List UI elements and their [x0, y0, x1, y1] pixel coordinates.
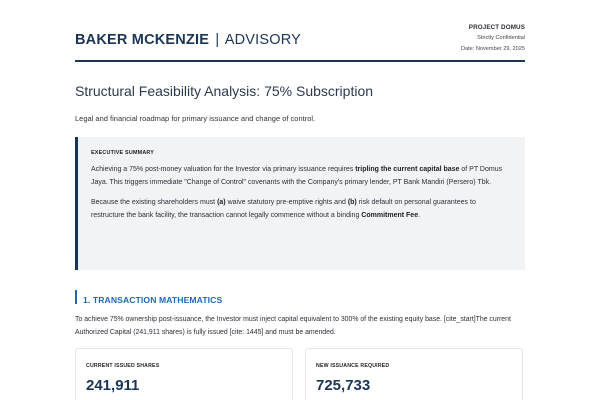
brand-logo — [75, 32, 301, 48]
brand-separator: | — [215, 32, 220, 48]
text-run: of PT Domus Jaya. This triggers immediate "Change of Control" covenants with the Company's primary lender, PT Bank Mandiri (Persero) Tbk. — [91, 166, 503, 186]
executive-summary-paragraph-2 — [91, 197, 511, 222]
metric-value: 241,911 — [86, 377, 140, 394]
emphasis-text: (a) — [217, 199, 226, 207]
document-header — [75, 18, 525, 60]
emphasis-text: tripling the current capital base — [355, 166, 460, 173]
metric-label: NEW ISSUANCE REQUIRED — [316, 363, 390, 369]
text-run: Achieving a 75% post-money valuation for the Investor via primary issuance requires — [91, 166, 356, 173]
document-meta — [461, 22, 525, 55]
firm-name: BAKER MCKENZIE — [75, 32, 210, 48]
section-body-text: To achieve 75% ownership post-issuance, the Investor must inject capital equivalent to 300% of the existing equity base. [cite_start]The current Authorized Capital (241,911 shares) is fully issued [cite: 1445] and must be amended. — [75, 316, 511, 336]
text-run: risk default on personal guarantees to restructure the bank facility, the transaction cannot legally commence without a binding — [91, 199, 476, 219]
firm-unit: ADVISORY — [224, 32, 302, 48]
page-title: Structural Feasibility Analysis: 75% Subscription — [75, 83, 374, 99]
section-heading — [75, 290, 222, 304]
page-subtitle: Legal and financial roadmap for primary issuance and change of control. — [75, 114, 316, 123]
executive-summary-paragraph-1 — [91, 164, 511, 189]
section-heading-text: 1. TRANSACTION MATHEMATICS — [83, 295, 223, 305]
metric-card-current-shares — [75, 348, 293, 400]
emphasis-text: Commitment Fee — [361, 211, 419, 219]
document-date: Date: November 29, 2025 — [460, 46, 525, 52]
metric-label: CURRENT ISSUED SHARES — [86, 363, 160, 369]
project-name: PROJECT DOMUS — [468, 24, 525, 31]
metric-value: 725,733 — [316, 377, 371, 394]
text-run: . — [418, 211, 421, 219]
text-run: waive statutory pre-emptive rights and — [225, 199, 348, 207]
header-divider — [75, 60, 525, 62]
confidentiality-note: Strictly Confidential — [477, 35, 525, 41]
emphasis-text: (b) — [347, 199, 357, 207]
executive-summary-panel — [75, 137, 525, 270]
metric-card-new-issuance — [305, 348, 523, 400]
executive-summary-label: EXECUTIVE SUMMARY — [91, 150, 155, 156]
text-run: Because the existing shareholders must — [91, 199, 218, 207]
